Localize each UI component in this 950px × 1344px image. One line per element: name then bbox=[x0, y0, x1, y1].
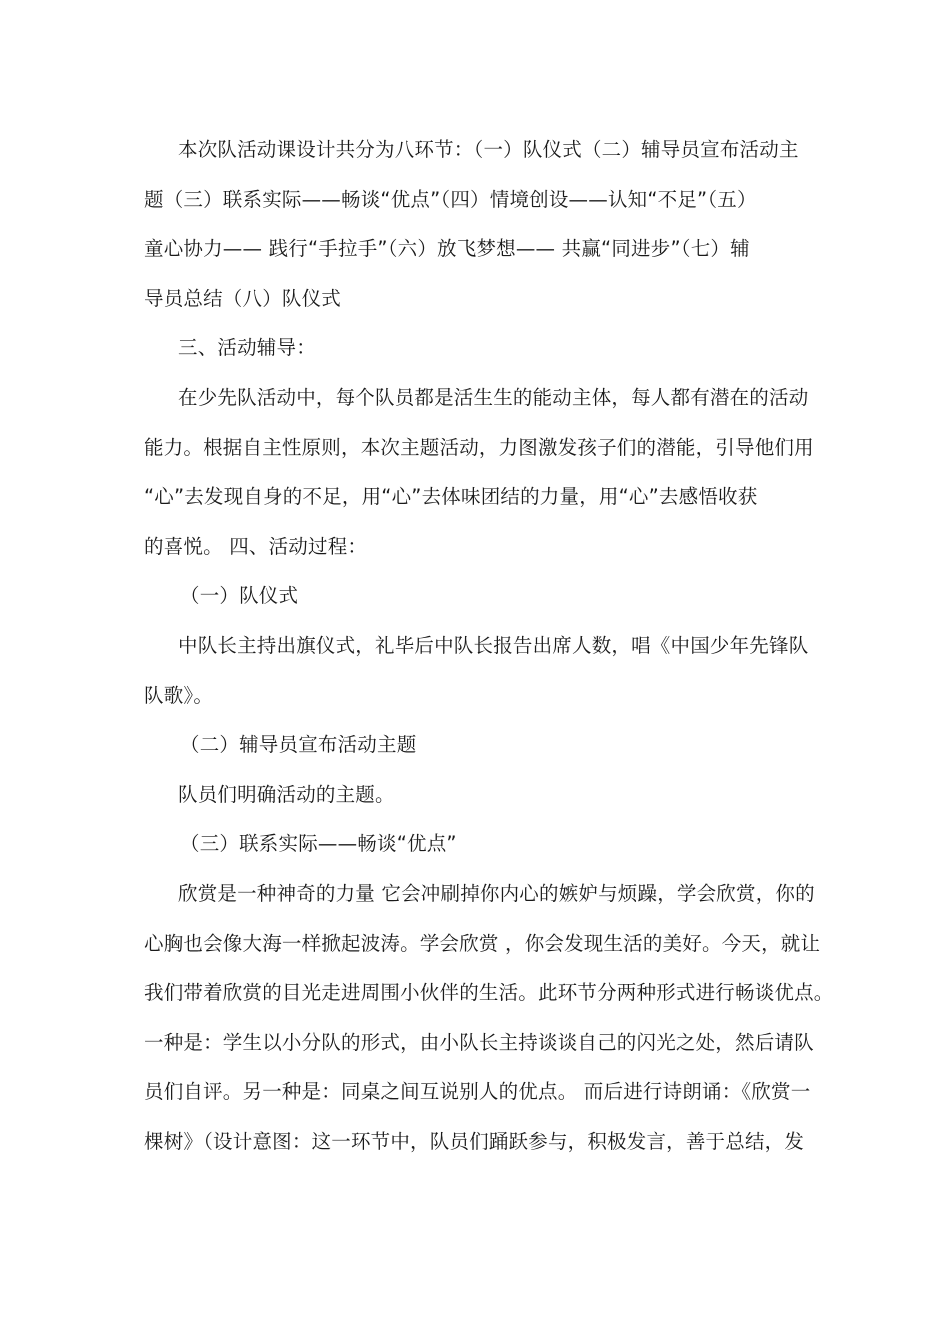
paragraph-line: 队歌》。 bbox=[144, 683, 214, 707]
paragraph-line: 队员们明确活动的主题。 bbox=[178, 782, 395, 806]
paragraph-line: 导员总结（八）队仪式 bbox=[144, 286, 342, 310]
paragraph-line: 的喜悦。 四、活动过程： bbox=[144, 534, 368, 558]
section-heading: 三、活动辅导： bbox=[178, 336, 316, 360]
document-page bbox=[144, 125, 834, 1166]
paragraph-line: 题（三）联系实际——畅谈“优点”（四）情境创设——认知“不足”（五） bbox=[144, 187, 757, 211]
paragraph-line: 本次队活动课设计共分为八环节：（一）队仪式（二）辅导员宣布活动主 bbox=[178, 138, 799, 161]
paragraph-line: “心”去发现自身的不足，用“心”去体味团结的力量，用“心”去感悟收获 bbox=[144, 485, 758, 509]
paragraph-line: 心胸也会像大海一样掀起波涛。学会欣赏 ，你会发现生活的美好。今天，就让 bbox=[144, 931, 821, 955]
paragraph-line: 在少先队活动中，每个队员都是活生生的能动主体，每人都有潜在的活动 bbox=[178, 385, 809, 409]
paragraph-line: 能力。根据自主性原则，本次主题活动，力图激发孩子们的潜能，引导他们用 bbox=[144, 435, 814, 459]
subsection-heading: （一）队仪式 bbox=[180, 584, 299, 608]
paragraph-line: 我们带着欣赏的目光走进周围小伙伴的生活。此环节分两种形式进行畅谈优点。 bbox=[144, 981, 834, 1005]
paragraph-line: 员们自评。另一种是：同桌之间互说别人的优点。 而后进行诗朗诵：《欣赏一 bbox=[144, 1080, 811, 1104]
paragraph-line: 一种是：学生以小分队的形式，由小队长主持谈谈自己的闪光之处，然后请队 bbox=[144, 1030, 814, 1054]
paragraph-line: 欣赏是一种神奇的力量 它会冲刷掉你内心的嫉妒与烦躁，学会欣赏，你的 bbox=[178, 881, 815, 905]
paragraph-line: 棵树》（设计意图：这一环节中，队员们踊跃参与，积极发言，善于总结，发 bbox=[144, 1129, 805, 1153]
paragraph-line: 中队长主持出旗仪式，礼毕后中队长报告出席人数，唱《中国少年先锋队 bbox=[178, 633, 809, 657]
paragraph-line: 童心协力—— 践行“手拉手”（六）放飞梦想—— 共赢“同进步”（七）辅 bbox=[144, 237, 750, 261]
subsection-heading: （三）联系实际——畅谈“优点” bbox=[180, 832, 457, 856]
subsection-heading: （二）辅导员宣布活动主题 bbox=[180, 733, 417, 757]
